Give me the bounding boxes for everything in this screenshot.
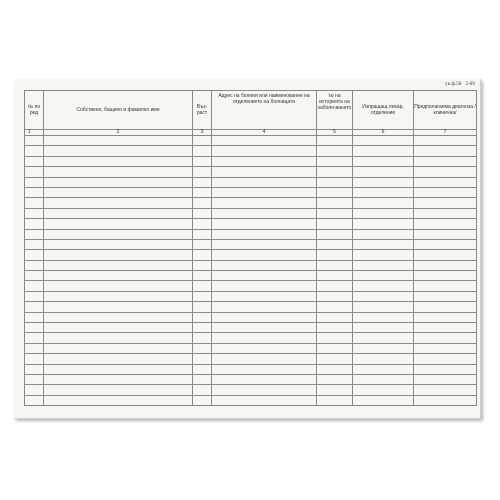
table-cell: [317, 167, 353, 177]
table-cell: [414, 323, 477, 333]
table-cell: [317, 385, 353, 395]
table-cell: [212, 343, 317, 353]
table-cell: [353, 167, 414, 177]
table-cell: [353, 312, 414, 322]
table-row: [25, 395, 477, 405]
header-address-department: Адрес на болния или наименование на отделението на болницата: [212, 91, 317, 130]
table-cell: [353, 271, 414, 281]
table-cell: [193, 374, 212, 384]
table-cell: [317, 395, 353, 405]
table-row: [25, 271, 477, 281]
table-cell: [44, 177, 193, 187]
table-cell: [25, 219, 44, 229]
table-cell: [193, 395, 212, 405]
table-cell: [353, 260, 414, 270]
table-cell: [317, 312, 353, 322]
table-cell: [193, 156, 212, 166]
table-cell: [25, 333, 44, 343]
table-row: [25, 187, 477, 197]
table-cell: [353, 250, 414, 260]
table-cell: [317, 291, 353, 301]
table-cell: [317, 136, 353, 146]
table-cell: [212, 146, 317, 156]
table-cell: [414, 312, 477, 322]
table-cell: [25, 302, 44, 312]
table-cell: [25, 385, 44, 395]
table-cell: [193, 323, 212, 333]
header-referring-doctor: Изпращащ лекар, отделение: [353, 91, 414, 130]
table-cell: [193, 291, 212, 301]
table-row: [25, 312, 477, 322]
table-cell: [193, 312, 212, 322]
table-cell: [353, 136, 414, 146]
form-code-number: ук.ф.50: [445, 82, 462, 87]
form-edition: 2-69: [465, 82, 475, 87]
table-cell: [212, 374, 317, 384]
table-cell: [212, 250, 317, 260]
table-cell: [317, 239, 353, 249]
table-cell: [317, 260, 353, 270]
table-cell: [44, 364, 193, 374]
table-cell: [353, 208, 414, 218]
table-cell: [353, 374, 414, 384]
table-cell: [212, 167, 317, 177]
table-cell: [212, 229, 317, 239]
table-cell: [193, 219, 212, 229]
table-cell: [44, 333, 193, 343]
table-row: [25, 156, 477, 166]
table-row: [25, 343, 477, 353]
table-cell: [44, 208, 193, 218]
table-cell: [317, 177, 353, 187]
header-age: Въз-раст: [193, 91, 212, 130]
table-cell: [353, 187, 414, 197]
table-cell: [44, 281, 193, 291]
table-cell: [212, 364, 317, 374]
table-row: [25, 302, 477, 312]
table-cell: [25, 281, 44, 291]
table-cell: [25, 187, 44, 197]
table-cell: [353, 177, 414, 187]
table-cell: [25, 156, 44, 166]
table-cell: [25, 136, 44, 146]
table-cell: [414, 395, 477, 405]
table-cell: [193, 260, 212, 270]
table-row: [25, 385, 477, 395]
table-cell: [353, 156, 414, 166]
table-cell: [414, 219, 477, 229]
table-cell: [44, 219, 193, 229]
table-cell: [317, 302, 353, 312]
table-cell: [25, 312, 44, 322]
table-cell: [212, 302, 317, 312]
column-number-7: 7: [414, 130, 477, 136]
table-cell: [414, 333, 477, 343]
table-row: [25, 333, 477, 343]
table-cell: [414, 156, 477, 166]
table-cell: [353, 302, 414, 312]
table-cell: [414, 385, 477, 395]
table-cell: [353, 281, 414, 291]
table-cell: [414, 167, 477, 177]
table-row: [25, 291, 477, 301]
table-cell: [193, 229, 212, 239]
header-row: [25, 91, 477, 130]
table-cell: [353, 323, 414, 333]
table-cell: [25, 177, 44, 187]
table-cell: [44, 260, 193, 270]
table-cell: [44, 136, 193, 146]
table-cell: [44, 312, 193, 322]
table-cell: [353, 395, 414, 405]
table-cell: [414, 229, 477, 239]
table-cell: [193, 167, 212, 177]
table-cell: [317, 364, 353, 374]
table-cell: [44, 198, 193, 208]
table-cell: [414, 302, 477, 312]
header-case-history-number: № на историята на заболя-ването: [317, 91, 353, 130]
column-number-6: 6: [353, 130, 414, 136]
column-number-3: 3: [193, 130, 212, 136]
patient-register-table: [24, 90, 477, 406]
column-number-4: 4: [212, 130, 317, 136]
table-row: [25, 239, 477, 249]
table-cell: [414, 146, 477, 156]
table-cell: [44, 156, 193, 166]
table-cell: [193, 136, 212, 146]
table-cell: [414, 250, 477, 260]
table-cell: [414, 343, 477, 353]
table-row: [25, 208, 477, 218]
table-cell: [353, 219, 414, 229]
table-cell: [212, 187, 317, 197]
table-cell: [317, 156, 353, 166]
table-row: [25, 146, 477, 156]
table-cell: [212, 395, 317, 405]
header-full-name: Собствено, бащино и фамилно име: [44, 91, 193, 130]
table-cell: [414, 260, 477, 270]
table-cell: [193, 354, 212, 364]
table-cell: [212, 333, 317, 343]
table-cell: [44, 291, 193, 301]
table-cell: [193, 208, 212, 218]
table-cell: [193, 198, 212, 208]
table-cell: [212, 198, 317, 208]
table-cell: [317, 281, 353, 291]
table-cell: [193, 364, 212, 374]
table-cell: [212, 323, 317, 333]
table-cell: [193, 187, 212, 197]
table-cell: [44, 271, 193, 281]
table-row: [25, 250, 477, 260]
table-cell: [212, 281, 317, 291]
table-cell: [25, 291, 44, 301]
table-cell: [212, 312, 317, 322]
register-entries: [25, 136, 477, 406]
table-cell: [212, 291, 317, 301]
table-cell: [212, 156, 317, 166]
table-cell: [44, 374, 193, 384]
table-cell: [317, 333, 353, 343]
table-cell: [193, 250, 212, 260]
table-cell: [212, 271, 317, 281]
table-cell: [212, 208, 317, 218]
table-cell: [212, 260, 317, 270]
table-cell: [193, 343, 212, 353]
table-cell: [25, 208, 44, 218]
table-row: [25, 219, 477, 229]
table-cell: [44, 250, 193, 260]
table-cell: [25, 343, 44, 353]
table-row: [25, 374, 477, 384]
table-cell: [44, 146, 193, 156]
table-cell: [44, 354, 193, 364]
register-form-sheet: [14, 79, 481, 419]
table-row: [25, 167, 477, 177]
table-cell: [317, 229, 353, 239]
table-cell: [25, 229, 44, 239]
table-cell: [212, 219, 317, 229]
table-cell: [193, 146, 212, 156]
table-cell: [212, 177, 317, 187]
table-cell: [44, 385, 193, 395]
table-cell: [317, 187, 353, 197]
table-cell: [25, 271, 44, 281]
table-cell: [353, 229, 414, 239]
table-cell: [193, 333, 212, 343]
table-cell: [414, 198, 477, 208]
table-cell: [353, 291, 414, 301]
table-cell: [414, 239, 477, 249]
table-row: [25, 198, 477, 208]
form-code: [441, 82, 475, 87]
column-number-2: 2: [44, 130, 193, 136]
table-cell: [25, 364, 44, 374]
table-row: [25, 260, 477, 270]
table-cell: [414, 271, 477, 281]
table-cell: [353, 385, 414, 395]
table-cell: [414, 187, 477, 197]
column-number-5: 5: [317, 130, 353, 136]
table-cell: [317, 323, 353, 333]
table-cell: [25, 374, 44, 384]
table-cell: [317, 250, 353, 260]
table-cell: [317, 374, 353, 384]
table-cell: [25, 146, 44, 156]
table-cell: [193, 302, 212, 312]
table-cell: [212, 385, 317, 395]
table-cell: [44, 229, 193, 239]
table-cell: [353, 343, 414, 353]
table-cell: [414, 291, 477, 301]
table-cell: [193, 271, 212, 281]
table-cell: [193, 385, 212, 395]
table-cell: [25, 239, 44, 249]
table-cell: [44, 187, 193, 197]
table-cell: [414, 208, 477, 218]
table-cell: [317, 354, 353, 364]
table-cell: [25, 167, 44, 177]
table-cell: [44, 167, 193, 177]
table-cell: [212, 136, 317, 146]
table-cell: [25, 354, 44, 364]
table-cell: [212, 239, 317, 249]
table-cell: [353, 239, 414, 249]
table-cell: [353, 354, 414, 364]
table-cell: [414, 136, 477, 146]
table-cell: [44, 395, 193, 405]
table-row: [25, 323, 477, 333]
table-cell: [193, 177, 212, 187]
table-cell: [317, 146, 353, 156]
table-cell: [25, 198, 44, 208]
table-cell: [212, 354, 317, 364]
table-row: [25, 281, 477, 291]
table-cell: [353, 364, 414, 374]
table-cell: [414, 374, 477, 384]
table-cell: [44, 302, 193, 312]
table-cell: [193, 281, 212, 291]
table-cell: [44, 323, 193, 333]
table-row: [25, 136, 477, 146]
table-cell: [353, 333, 414, 343]
table-cell: [44, 239, 193, 249]
header-presumed-diagnosis: Предполагаема диагноза /клинична/: [414, 91, 477, 130]
table-cell: [317, 208, 353, 218]
table-row: [25, 177, 477, 187]
table-row: [25, 229, 477, 239]
table-cell: [317, 343, 353, 353]
table-cell: [25, 250, 44, 260]
table-cell: [25, 260, 44, 270]
table-cell: [25, 395, 44, 405]
table-cell: [317, 198, 353, 208]
table-row: [25, 354, 477, 364]
table-cell: [317, 219, 353, 229]
table-cell: [353, 146, 414, 156]
table-row: [25, 364, 477, 374]
table-cell: [414, 177, 477, 187]
column-number-1: 1: [25, 130, 44, 136]
table-cell: [414, 281, 477, 291]
table-cell: [414, 364, 477, 374]
header-serial-number: № по ред: [25, 91, 44, 130]
table-cell: [353, 198, 414, 208]
table-cell: [317, 271, 353, 281]
table-cell: [44, 343, 193, 353]
table-cell: [414, 354, 477, 364]
table-cell: [25, 323, 44, 333]
table-cell: [193, 239, 212, 249]
